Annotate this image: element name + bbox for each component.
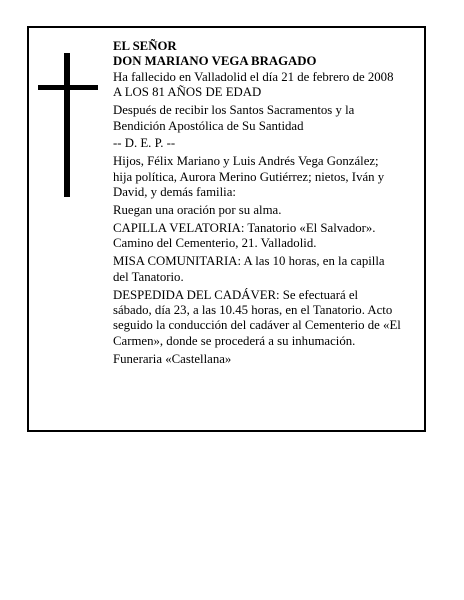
mass-line: MISA COMUNITARIA: A las 10 horas, en la capilla: [113, 254, 385, 269]
obituary-text: [113, 39, 413, 367]
chapel-line: Camino del Cementerio, 21. Valladolid.: [113, 236, 317, 251]
deceased-name: DON MARIANO VEGA BRAGADO: [113, 54, 317, 69]
farewell-line: Carmen», donde se procederá a su inhumación.: [113, 333, 356, 348]
age-statement: A LOS 81 AÑOS DE EDAD: [113, 85, 262, 100]
chapel-paragraph: [113, 221, 413, 252]
mass-paragraph: [113, 254, 413, 285]
prayer-line: Ruegan una oración por su alma.: [113, 203, 282, 218]
death-statement: Ha fallecido en Valladolid el día 21 de febrero de 2008: [113, 69, 394, 84]
chapel-line: CAPILLA VELATORIA: Tanatorio «El Salvador».: [113, 220, 376, 235]
family-line: hija política, Aurora Merino Gutiérrez; nietos, Iván y: [113, 169, 385, 184]
farewell-paragraph: [113, 288, 413, 350]
mass-line: del Tanatorio.: [113, 269, 184, 284]
farewell-line: seguido la conducción del cadáver al Cementerio de «El: [113, 318, 401, 333]
family-line: Hijos, Félix Mariano y Luis Andrés Vega González;: [113, 154, 379, 169]
cross-horizontal-bar: [38, 85, 98, 90]
farewell-line: sábado, día 23, a las 10.45 horas, en el Tanatorio. Acto: [113, 303, 393, 317]
sacraments-line: Después de recibir los Santos Sacramentos y la: [113, 103, 355, 118]
funeral-home: Funeraria «Castellana»: [113, 351, 232, 366]
cross-icon: [38, 53, 98, 197]
rip-line: -- D. E. P. --: [113, 136, 176, 151]
cross-vertical-bar: [64, 53, 70, 197]
sacraments-paragraph: [113, 103, 413, 134]
sacraments-line: Bendición Apostólica de Su Santidad: [113, 118, 304, 133]
family-paragraph: [113, 154, 413, 200]
farewell-line: DESPEDIDA DEL CADÁVER: Se efectuará el: [113, 287, 359, 302]
family-line: David, y demás familia:: [113, 185, 236, 200]
deceased-title: EL SEÑOR: [113, 39, 177, 53]
